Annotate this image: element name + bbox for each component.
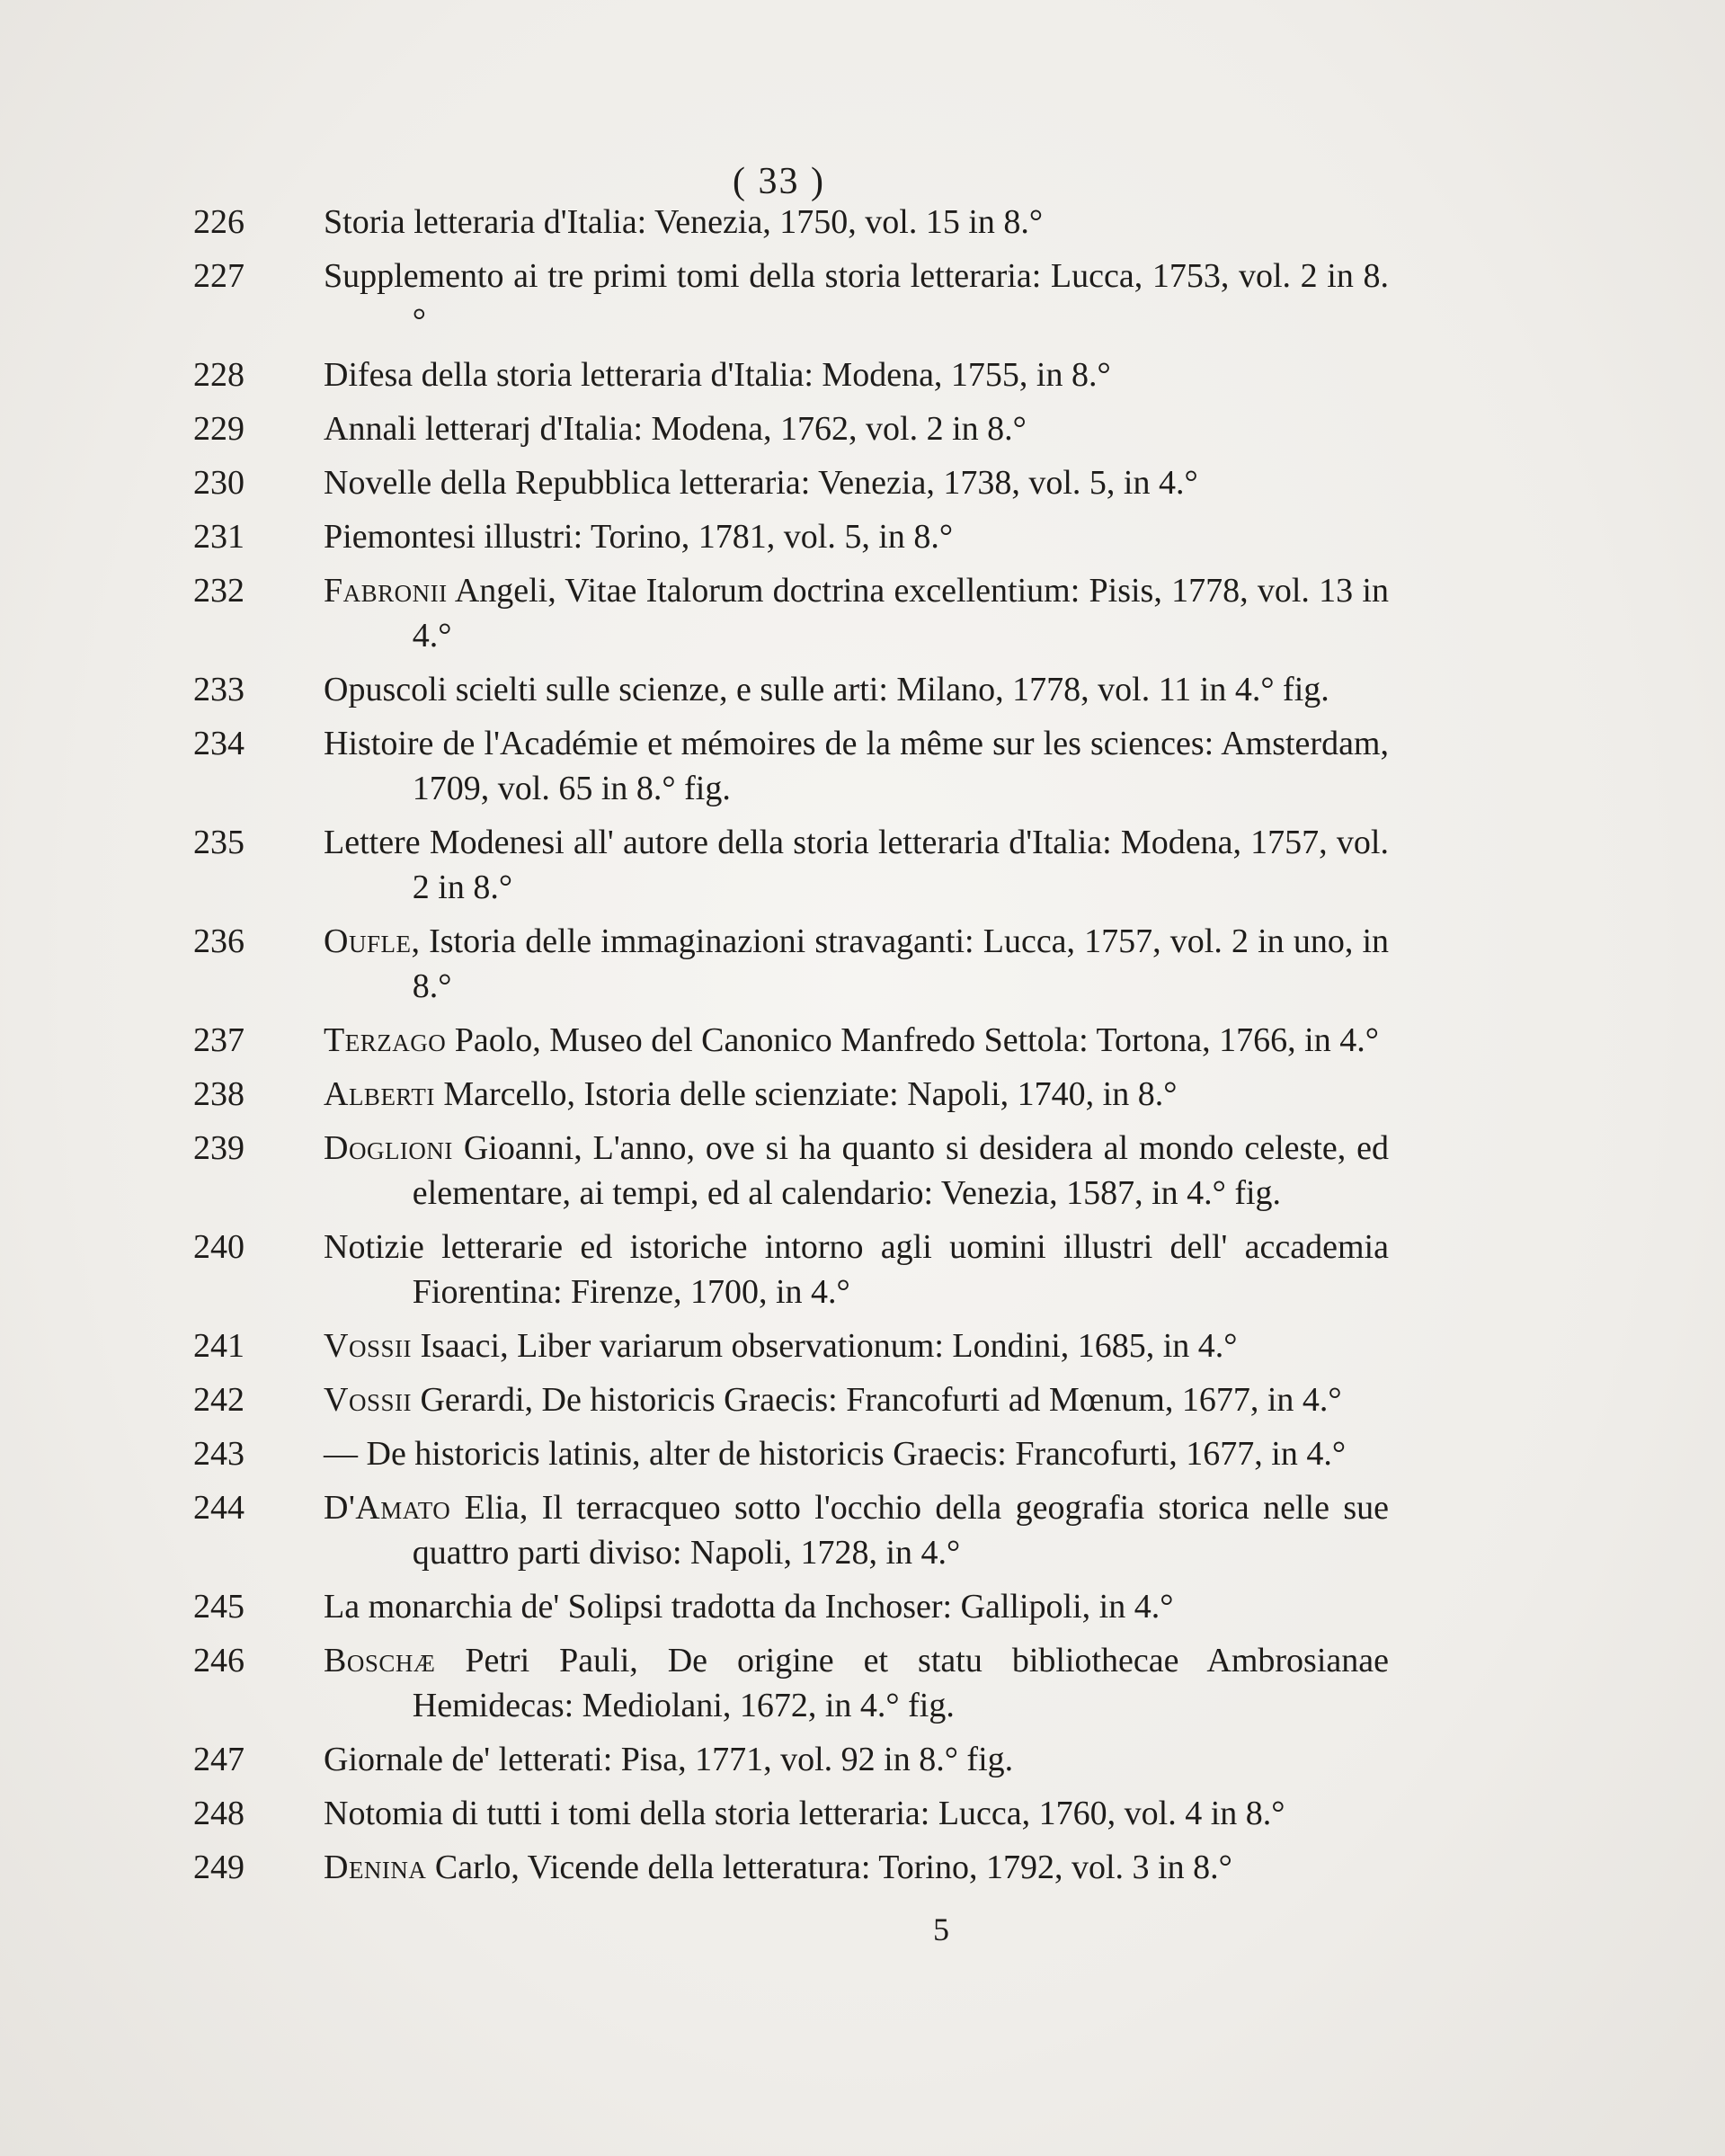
entry-number: 229 xyxy=(193,410,245,448)
entry-number: 227 xyxy=(193,257,245,295)
catalog-entry xyxy=(193,1431,1389,1476)
entry-text-line xyxy=(324,406,1389,451)
entry-text: Giornale de' letterati: Pisa, 1771, vol. 92 in 8.° fig. xyxy=(324,1741,1014,1778)
catalog-entry xyxy=(193,200,1389,245)
entry-text-line xyxy=(324,820,1389,910)
catalog-entry xyxy=(193,352,1389,397)
catalog-entry xyxy=(193,568,1389,658)
entry-text-line xyxy=(324,667,1389,712)
entry-text-line xyxy=(324,1431,1389,1476)
entry-text-line xyxy=(324,254,1389,343)
entry-text: Angeli, Vitae Italorum doctrina excellentium: Pisis, 1778, vol. 13 in 4.° xyxy=(412,572,1389,655)
entry-text: Carlo, Vicende della letteratura: Torino, 1792, vol. 3 in 8.° xyxy=(434,1849,1232,1886)
entry-number: 249 xyxy=(193,1849,245,1886)
entry-author: Denina xyxy=(324,1849,427,1886)
entry-text: Marcello, Istoria delle scienziate: Napoli, 1740, in 8.° xyxy=(443,1075,1178,1113)
entry-text: Gerardi, De historicis Graecis: Francofurti ad Mœnum, 1677, in 4.° xyxy=(420,1381,1342,1419)
entry-author: Boschæ xyxy=(324,1642,436,1679)
entry-author: Doglioni xyxy=(324,1129,453,1167)
entry-text: Petri Pauli, De origine et statu bibliothecae Ambrosianae Hemidecas: Mediolani, 1672, in 4.° fig. xyxy=(412,1642,1389,1724)
entry-text-line xyxy=(324,1737,1389,1782)
entry-text: Opuscoli scielti sulle scienze, e sulle arti: Milano, 1778, vol. 11 in 4.° fig. xyxy=(324,671,1329,708)
entry-text: La monarchia de' Solipsi tradotta da Inchoser: Gallipoli, in 4.° xyxy=(324,1588,1174,1626)
entry-text: Notizie letterarie ed istoriche intorno agli uomini illustri dell' accademia Fiorentina: Firenze, 1700, in 4.° xyxy=(324,1228,1389,1311)
entry-text-line xyxy=(324,460,1389,505)
catalog-entry xyxy=(193,1845,1389,1890)
entry-number: 232 xyxy=(193,572,245,610)
entry-text: Histoire de l'Académie et mémoires de la même sur les sciences: Amsterdam, 1709, vol. 65 in 8.° fig. xyxy=(324,725,1389,807)
catalog-entry xyxy=(193,820,1389,910)
entry-text-line xyxy=(324,1018,1389,1063)
entry-number: 243 xyxy=(193,1435,245,1473)
catalog-entry xyxy=(193,1584,1389,1629)
entry-text-line xyxy=(324,1845,1389,1890)
entry-author: Vossii xyxy=(324,1327,412,1365)
entry-number: 238 xyxy=(193,1075,245,1113)
entry-number: 245 xyxy=(193,1588,245,1626)
entry-text: Notomia di tutti i tomi della storia letteraria: Lucca, 1760, vol. 4 in 8.° xyxy=(324,1795,1285,1832)
catalog-entry xyxy=(193,667,1389,712)
catalog-entry xyxy=(193,1225,1389,1314)
entry-author: Oufle xyxy=(324,922,412,960)
entry-number: 236 xyxy=(193,922,245,960)
entry-text-line xyxy=(324,1072,1389,1117)
entry-text-line xyxy=(324,1126,1389,1216)
entry-text-line xyxy=(324,919,1389,1009)
entry-text-line xyxy=(324,352,1389,397)
entry-text-line xyxy=(324,1225,1389,1314)
catalog-entry xyxy=(193,254,1389,343)
catalog-entry xyxy=(193,919,1389,1009)
entry-text: Novelle della Repubblica letteraria: Venezia, 1738, vol. 5, in 4.° xyxy=(324,464,1198,502)
entry-text: — De historicis latinis, alter de historicis Graecis: Francofurti, 1677, in 4.° xyxy=(324,1435,1347,1473)
entry-text: Supplemento ai tre primi tomi della storia letteraria: Lucca, 1753, vol. 2 in 8.° xyxy=(324,257,1389,340)
entry-number: 231 xyxy=(193,518,245,556)
entry-text-line xyxy=(324,1377,1389,1422)
entry-text-line xyxy=(324,1584,1389,1629)
entry-number: 228 xyxy=(193,356,245,394)
entry-text: Piemontesi illustri: Torino, 1781, vol. 5, in 8.° xyxy=(324,518,954,556)
entry-text-line xyxy=(324,1791,1389,1836)
catalog-entry xyxy=(193,514,1389,559)
catalog-entry xyxy=(193,1737,1389,1782)
catalog-entry xyxy=(193,460,1389,505)
entry-text-line xyxy=(324,200,1389,245)
entry-number: 239 xyxy=(193,1129,245,1167)
entry-author: Terzago xyxy=(324,1021,447,1059)
entry-text-line xyxy=(324,1323,1389,1368)
entry-number: 248 xyxy=(193,1795,245,1832)
entry-number: 235 xyxy=(193,824,245,861)
entry-text-line xyxy=(324,1485,1389,1575)
entry-text: Elia, Il terracqueo sotto l'occhio della geografia storica nelle sue quattro parti diviso: Napoli, 1728, in 4.° xyxy=(412,1489,1389,1572)
catalog-entry xyxy=(193,1377,1389,1422)
entry-text: Paolo, Museo del Canonico Manfredo Settola: Tortona, 1766, in 4.° xyxy=(454,1021,1379,1059)
entry-text: Storia letteraria d'Italia: Venezia, 1750, vol. 15 in 8.° xyxy=(324,203,1044,241)
entry-number: 246 xyxy=(193,1642,245,1679)
entry-number: 226 xyxy=(193,203,245,241)
entry-text: Lettere Modenesi all' autore della storia letteraria d'Italia: Modena, 1757, vol. 2 in 8.° xyxy=(324,824,1389,906)
entry-number: 247 xyxy=(193,1741,245,1778)
entry-author: Vossii xyxy=(324,1381,412,1419)
catalog-entries xyxy=(193,200,1389,1899)
entry-text-line xyxy=(324,721,1389,811)
entry-number: 230 xyxy=(193,464,245,502)
catalog-entry xyxy=(193,406,1389,451)
entry-text: Isaaci, Liber variarum observationum: Londini, 1685, in 4.° xyxy=(420,1327,1238,1365)
entry-text: Annali letterarj d'Italia: Modena, 1762, vol. 2 in 8.° xyxy=(324,410,1027,448)
page-number: ( 33 ) xyxy=(733,161,825,202)
entry-text-line xyxy=(324,568,1389,658)
catalog-entry xyxy=(193,1638,1389,1728)
entry-number: 244 xyxy=(193,1489,245,1527)
catalog-entry xyxy=(193,1791,1389,1836)
signature-mark: 5 xyxy=(933,1911,949,1947)
entry-text-line xyxy=(324,1638,1389,1728)
entry-number: 242 xyxy=(193,1381,245,1419)
entry-text: , Istoria delle immaginazioni stravaganti: Lucca, 1757, vol. 2 in uno, in 8.° xyxy=(411,922,1389,1005)
entry-author: D'Amato xyxy=(324,1489,451,1527)
catalog-entry xyxy=(193,721,1389,811)
entry-text-line xyxy=(324,514,1389,559)
entry-number: 234 xyxy=(193,725,245,762)
catalog-entry xyxy=(193,1126,1389,1216)
catalog-entry xyxy=(193,1018,1389,1063)
catalog-entry xyxy=(193,1323,1389,1368)
catalog-entry xyxy=(193,1485,1389,1575)
entry-number: 233 xyxy=(193,671,245,708)
entry-author: Fabronii xyxy=(324,572,448,610)
entry-text: Difesa della storia letteraria d'Italia: Modena, 1755, in 8.° xyxy=(324,356,1111,394)
catalog-entry xyxy=(193,1072,1389,1117)
entry-author: Alberti xyxy=(324,1075,435,1113)
entry-text: Gioanni, L'anno, ove si ha quanto si desidera al mondo celeste, ed elementare, ai tempi, ed al calendario: Venezia, 1587, in 4.° fig. xyxy=(412,1129,1390,1212)
entry-number: 240 xyxy=(193,1228,245,1266)
entry-number: 237 xyxy=(193,1021,245,1059)
entry-number: 241 xyxy=(193,1327,245,1365)
